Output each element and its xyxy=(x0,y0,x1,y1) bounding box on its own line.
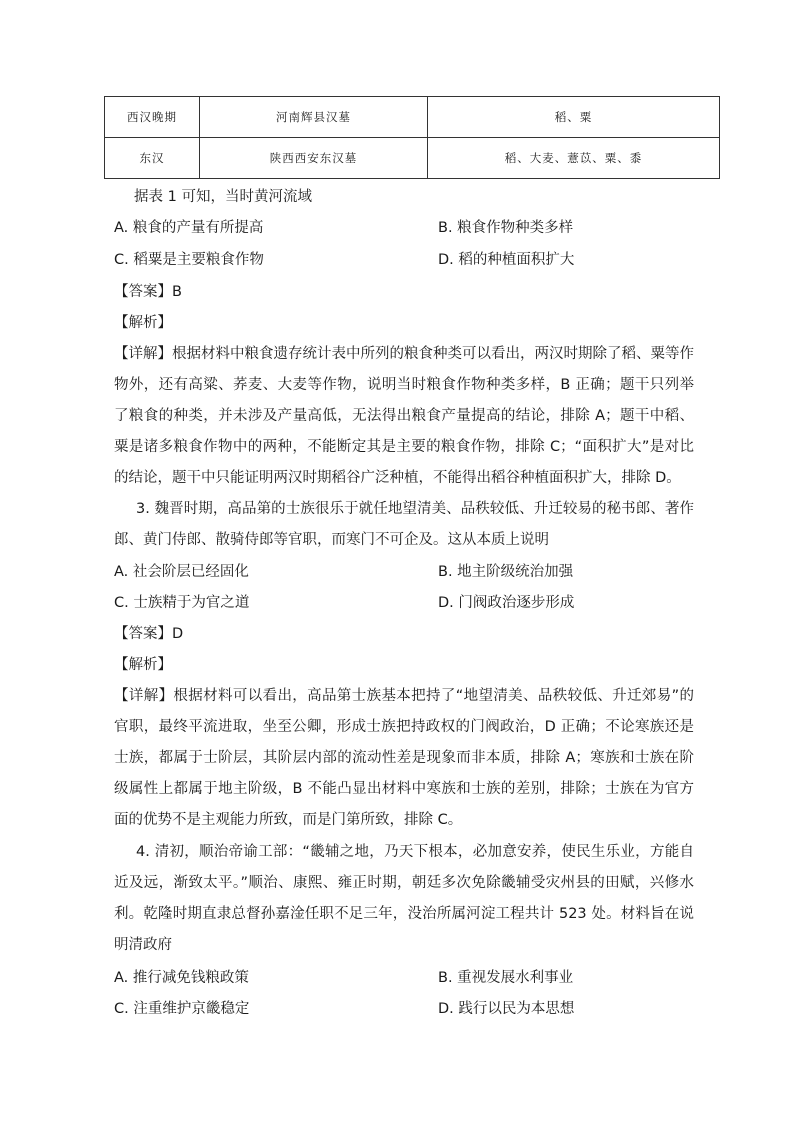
option-c: C. 注重维护京畿稳定 xyxy=(114,1001,250,1017)
analysis-label: 【解析】 xyxy=(114,315,172,331)
answer-label: 【答案】B xyxy=(114,284,182,300)
option-d: D. 践行以民为本思想 xyxy=(438,1001,575,1017)
option-c: C. 稻粟是主要粮食作物 xyxy=(114,252,264,268)
detail-explanation: 【详解】根据材料可以看出，高品第士族基本把持了“地望清美、品秩较低、升迁郊易”的官职，最终平流进取，坐至公卿，形成士族把持政权的门阀政治，D 正确；不论寒族还是士族，都属于士阶层，其阶层内部的流动性差是现象而非本质，排除 A；寒族和士族在阶级属性上都属于地主阶级，B 不能凸显出材料中寒族和士族的差别，排除；士族在为官方面的优势不是主观能力所致，而是门第所致，排除 C。 xyxy=(114,688,694,828)
option-b: B. 地主阶级统治加强 xyxy=(438,564,574,580)
table-cell-site: 河南辉县汉墓 xyxy=(200,97,428,138)
option-d: D. 稻的种植面积扩大 xyxy=(438,252,575,268)
option-c: C. 士族精于为官之道 xyxy=(114,595,250,611)
option-d: D. 门阀政治逐步形成 xyxy=(438,595,575,611)
analysis-label: 【解析】 xyxy=(114,657,172,673)
table-cell-grains: 稻、大麦、薏苡、粟、黍 xyxy=(428,138,720,179)
question-stem: 4. 清初，顺治帝谕工部：“畿辅之地，乃天下根本，必加意安养，使民生乐业，方能自近及远，渐致太平。”顺治、康熙、雍正时期，朝廷多次免除畿辅受灾州县的田赋，兴修水利。乾隆时期直隶总督孙嘉淦任职不足三年，没治所属河淀工程共计 523 处。材料旨在说明清政府 xyxy=(114,844,694,953)
table-cell-period: 西汉晚期 xyxy=(105,97,200,138)
option-b: B. 粮食作物种类多样 xyxy=(438,220,574,236)
table-cell-grains: 稻、粟 xyxy=(428,97,720,138)
grain-remains-table xyxy=(104,96,720,179)
answer-label: 【答案】D xyxy=(114,626,184,642)
option-a: A. 社会阶层已经固化 xyxy=(114,564,249,580)
question-stem: 3. 魏晋时期，高品第的士族很乐于就任地望清美、品秩较低、升迁较易的秘书郎、著作郎、黄门侍郎、散骑侍郎等官职，而寒门不可企及。这从本质上说明 xyxy=(114,501,694,548)
question-stem: 据表 1 可知，当时黄河流域 xyxy=(134,189,312,205)
option-a: A. 粮食的产量有所提高 xyxy=(114,220,264,236)
table-cell-site: 陕西西安东汉墓 xyxy=(200,138,428,179)
table-row xyxy=(105,97,720,138)
option-b: B. 重视发展水利事业 xyxy=(438,970,574,986)
option-a: A. 推行减免钱粮政策 xyxy=(114,970,249,986)
detail-explanation: 【详解】根据材料中粮食遗存统计表中所列的粮食种类可以看出，两汉时期除了稻、粟等作物外，还有高粱、荞麦、大麦等作物，说明当时粮食作物种类多样，B 正确；题干只列举了粮食的种类，并未涉及产量高低，无法得出粮食产量提高的结论，排除 A；题干中稻、粟是诸多粮食作物中的两种，不能断定其是主要的粮食作物，排除 C；“面积扩大”是对比的结论，题干中只能证明两汉时期稻谷广泛种植，不能得出稻谷种植面积扩大，排除 D。 xyxy=(114,346,694,486)
table-row xyxy=(105,138,720,179)
table-cell-period: 东汉 xyxy=(105,138,200,179)
